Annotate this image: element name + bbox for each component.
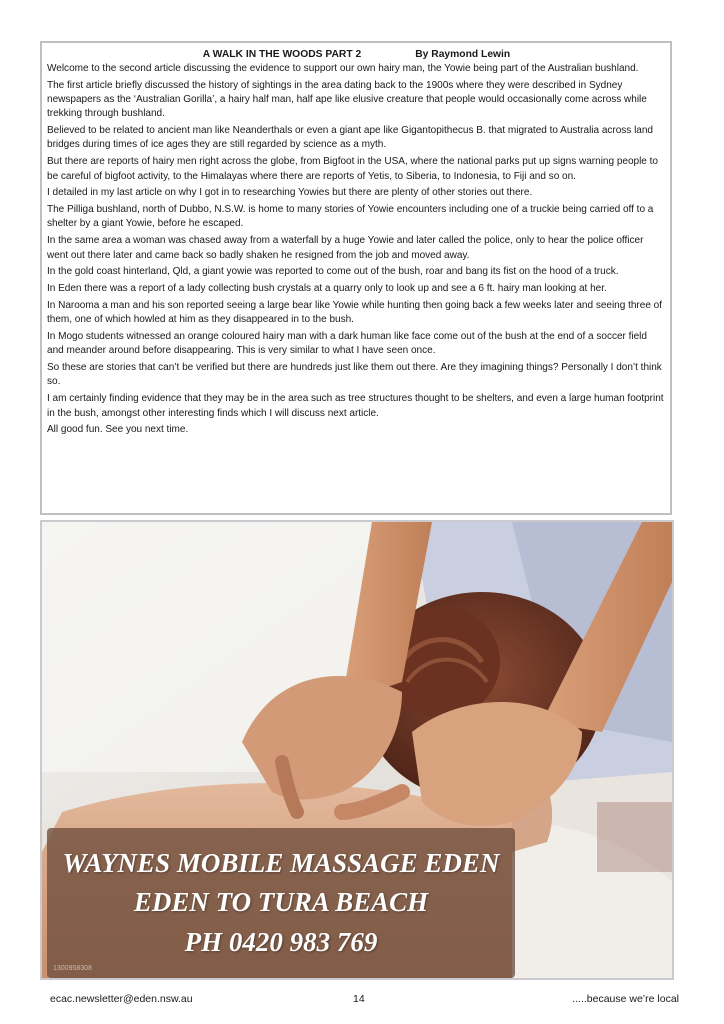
article-paragraph: In Eden there was a report of a lady collecting bush crystals at a quarry only to look up and see a 6 ft. hairy man looking at her. xyxy=(47,283,607,295)
article-paragraph: The Pilliga bushland, north of Dubbo, N.S.W. is home to many stories of Yowie encounters including one of a truckie being carried off to a shelter by a giant Yowie, before he escaped. xyxy=(47,204,654,230)
ad-service-area: EDEN TO TURA BEACH xyxy=(133,887,429,917)
footer-email[interactable]: ecac.newsletter@eden.nsw.au xyxy=(50,993,193,1005)
article-paragraph: So these are stories that can’t be verified but there are hundreds just like them out there. Are they imagining things? Personally I don’t think so. xyxy=(47,362,662,388)
massage-advertisement xyxy=(40,520,674,980)
article-paragraph: In the same area a woman was chased away from a waterfall by a huge Yowie and later called the police, only to hear the police officer went out there later and came back so badly shaken he resigned from the job and moved away. xyxy=(47,235,644,261)
ad-banner xyxy=(47,828,515,978)
article-paragraph: All good fun. See you next time. xyxy=(47,424,189,436)
article-title: A WALK IN THE WOODS PART 2 xyxy=(202,49,362,60)
article-paragraph: In Narooma a man and his son reported seeing a large bear like Yowie while hunting then going back a few weeks later and seeing three of them, one of which howled at him as they disappeared in to the bush. xyxy=(47,299,662,326)
article-paragraph: But there are reports of hairy men right across the globe, from Bigfoot in the USA, where the national parks put up signs warning people to be careful of bigfoot activity, to the Himalayas where there are reports of Yetis, to Siberia, to Indonesia, to Fiji and so on. xyxy=(47,156,658,182)
ad-business-name: WAYNES MOBILE MASSAGE EDEN xyxy=(62,848,500,878)
article-header xyxy=(47,48,666,62)
article-paragraph: Believed to be related to ancient man like Neanderthals or even a giant ape like Gigantopithecus B. that migrated to Australia across land bridges during times of ice ages they are still regarded by science as a myth. xyxy=(47,125,654,151)
footer-tagline: .....because we’re local xyxy=(572,993,679,1005)
article-paragraph: In Mogo students witnessed an orange coloured hairy man with a dark human like face come out of the bush at the end of a soccer field and meander around before disappearing. This is very similar to what I have seen once. xyxy=(47,331,647,357)
article-author: By Raymond Lewin xyxy=(415,49,511,60)
ad-phone: PH 0420 983 769 xyxy=(184,927,378,957)
article-body xyxy=(47,62,666,438)
article-paragraph: Welcome to the second article discussing the evidence to support our own hairy man, the Yowie being part of the Australian bushland. xyxy=(47,63,639,74)
article-paragraph: The first article briefly discussed the history of sightings in the area dating back to the 1900s where they were described in Sydney newspapers as the ‘Australian Gorilla’, a hairy half man, half ape like elusive creature that people would occasionally come across while trekking through bushland. xyxy=(47,79,647,120)
article-paragraph: I am certainly finding evidence that they may be in the area such as tree structures thought to be shelters, and even a large human footprint in the bush, amongst other interesting finds which I will discuss next article. xyxy=(47,393,664,419)
page-number: 14 xyxy=(353,993,365,1005)
article-paragraph: In the gold coast hinterland, Qld, a giant yowie was reported to come out of the bush, roar and bang its fist on the hood of a truck. xyxy=(47,266,619,278)
stock-photo-code: 1300958308 xyxy=(53,965,92,972)
article-paragraph: I detailed in my last article on why I got in to researching Yowies but there are plenty of other stories out there. xyxy=(47,187,533,199)
article-box xyxy=(40,41,672,515)
